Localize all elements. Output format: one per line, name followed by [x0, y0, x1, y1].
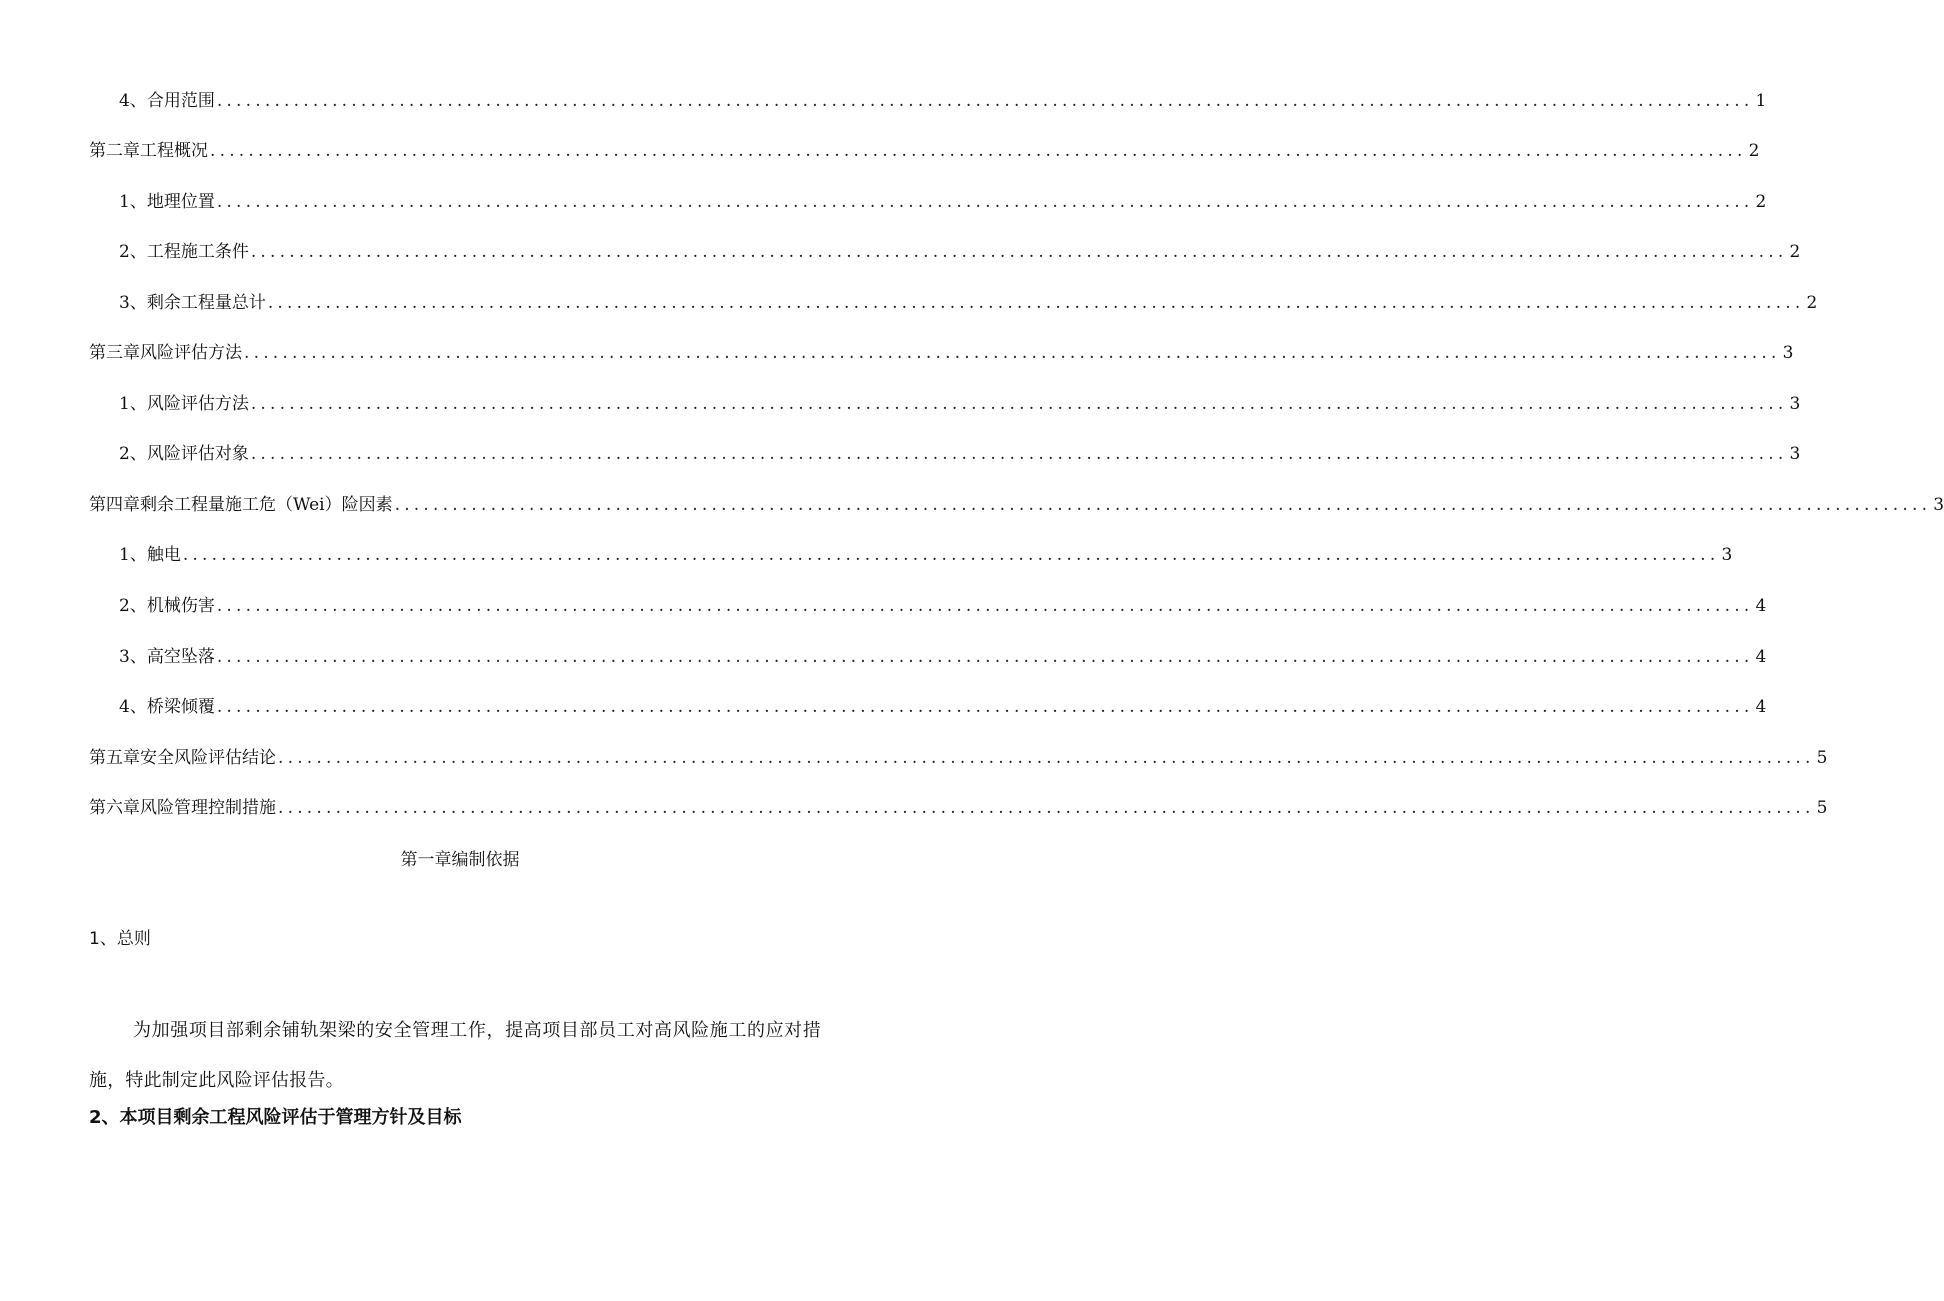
toc-entry[interactable]: [89, 334, 1794, 364]
toc-entry-label: 1、地理位置: [119, 192, 215, 212]
toc-page-number: 3: [1721, 545, 1733, 565]
toc-entry-label: 第四章剩余工程量施工危（Wei）险因素: [89, 495, 393, 515]
toc-entry-label: 第二章工程概况: [89, 141, 208, 161]
toc-dot-leader: ................................................................................................................................................................: [250, 444, 1788, 464]
toc-entry[interactable]: [89, 132, 1760, 162]
toc-dot-leader: ................................................................................................................................................................: [216, 91, 1754, 111]
toc-entry[interactable]: [119, 688, 1767, 718]
toc-dot-leader: ................................................................................................................................................................: [250, 242, 1788, 262]
toc-page-number: 2: [1748, 141, 1760, 161]
toc-dot-leader: ................................................................................................................................................................: [210, 141, 1747, 161]
section-heading: 2、本项目剩余工程风险评估于管理方针及目标: [89, 1107, 462, 1128]
toc-entry-label: 3、高空坠落: [119, 647, 215, 667]
toc-entry[interactable]: [119, 82, 1767, 112]
toc-entry[interactable]: [119, 638, 1767, 668]
toc-entry-label: 第三章风险评估方法: [89, 343, 242, 363]
toc-dot-leader: ................................................................................................................................................................: [278, 748, 1815, 768]
toc-entry-label: 第六章风险管理控制措施: [89, 798, 276, 818]
toc-page-number: 5: [1816, 748, 1828, 768]
toc-entry-label: 4、桥梁倾覆: [119, 697, 215, 717]
toc-entry[interactable]: [119, 435, 1801, 465]
toc-entry[interactable]: [119, 233, 1801, 263]
toc-entry-label: 4、合用范围: [119, 91, 215, 111]
toc-page-number: 5: [1816, 798, 1828, 818]
toc-dot-leader: ................................................................................................................................................................: [267, 293, 1805, 313]
chapter-title: 第一章编制依据: [400, 850, 520, 870]
toc-entry[interactable]: [89, 486, 1944, 516]
toc-entry-label: 1、风险评估方法: [119, 394, 249, 414]
toc-dot-leader: ................................................................................................................................................................: [182, 545, 1720, 565]
toc-entry[interactable]: [119, 385, 1801, 415]
toc-entry-label: 2、风险评估对象: [119, 444, 249, 464]
toc-page-number: 3: [1782, 343, 1794, 363]
body-paragraph: 为加强项目部剩余铺轨架梁的安全管理工作，提高项目部员工对高风险施工的应对措施，特此制定此风险评估报告。: [89, 1020, 821, 1091]
toc-entry[interactable]: [89, 789, 1828, 819]
toc-entry[interactable]: [89, 739, 1828, 769]
toc-entry-label: 2、机械伤害: [119, 596, 215, 616]
toc-page-number: 1: [1755, 91, 1767, 111]
toc-dot-leader: ................................................................................................................................................................: [216, 647, 1754, 667]
toc-entry-label: 2、工程施工条件: [119, 242, 249, 262]
toc-entry[interactable]: [119, 183, 1767, 213]
toc-page-number: 4: [1755, 647, 1767, 667]
toc-dot-leader: ................................................................................................................................................................: [216, 697, 1754, 717]
toc-page-number: 4: [1755, 596, 1767, 616]
toc-entry[interactable]: [119, 587, 1767, 617]
toc-page-number: 3: [1933, 495, 1944, 515]
toc-dot-leader: ................................................................................................................................................................: [244, 343, 1781, 363]
toc-page-number: 2: [1806, 293, 1818, 313]
toc-entry[interactable]: [119, 536, 1733, 566]
toc-dot-leader: ................................................................................................................................................................: [394, 495, 1932, 515]
toc-page-number: 3: [1789, 394, 1801, 414]
toc-page-number: 2: [1755, 192, 1767, 212]
toc-entry-label: 1、触电: [119, 545, 181, 565]
toc-dot-leader: ................................................................................................................................................................: [216, 192, 1754, 212]
toc-dot-leader: ................................................................................................................................................................: [250, 394, 1788, 414]
section-heading: 1、总则: [89, 929, 151, 949]
toc-entry[interactable]: [119, 284, 1818, 314]
toc-entry-label: 第五章安全风险评估结论: [89, 748, 276, 768]
toc-dot-leader: ................................................................................................................................................................: [216, 596, 1754, 616]
toc-page-number: 4: [1755, 697, 1767, 717]
toc-page-number: 2: [1789, 242, 1801, 262]
toc-page-number: 3: [1789, 444, 1801, 464]
toc-dot-leader: ................................................................................................................................................................: [278, 798, 1815, 818]
toc-entry-label: 3、剩余工程量总计: [119, 293, 266, 313]
